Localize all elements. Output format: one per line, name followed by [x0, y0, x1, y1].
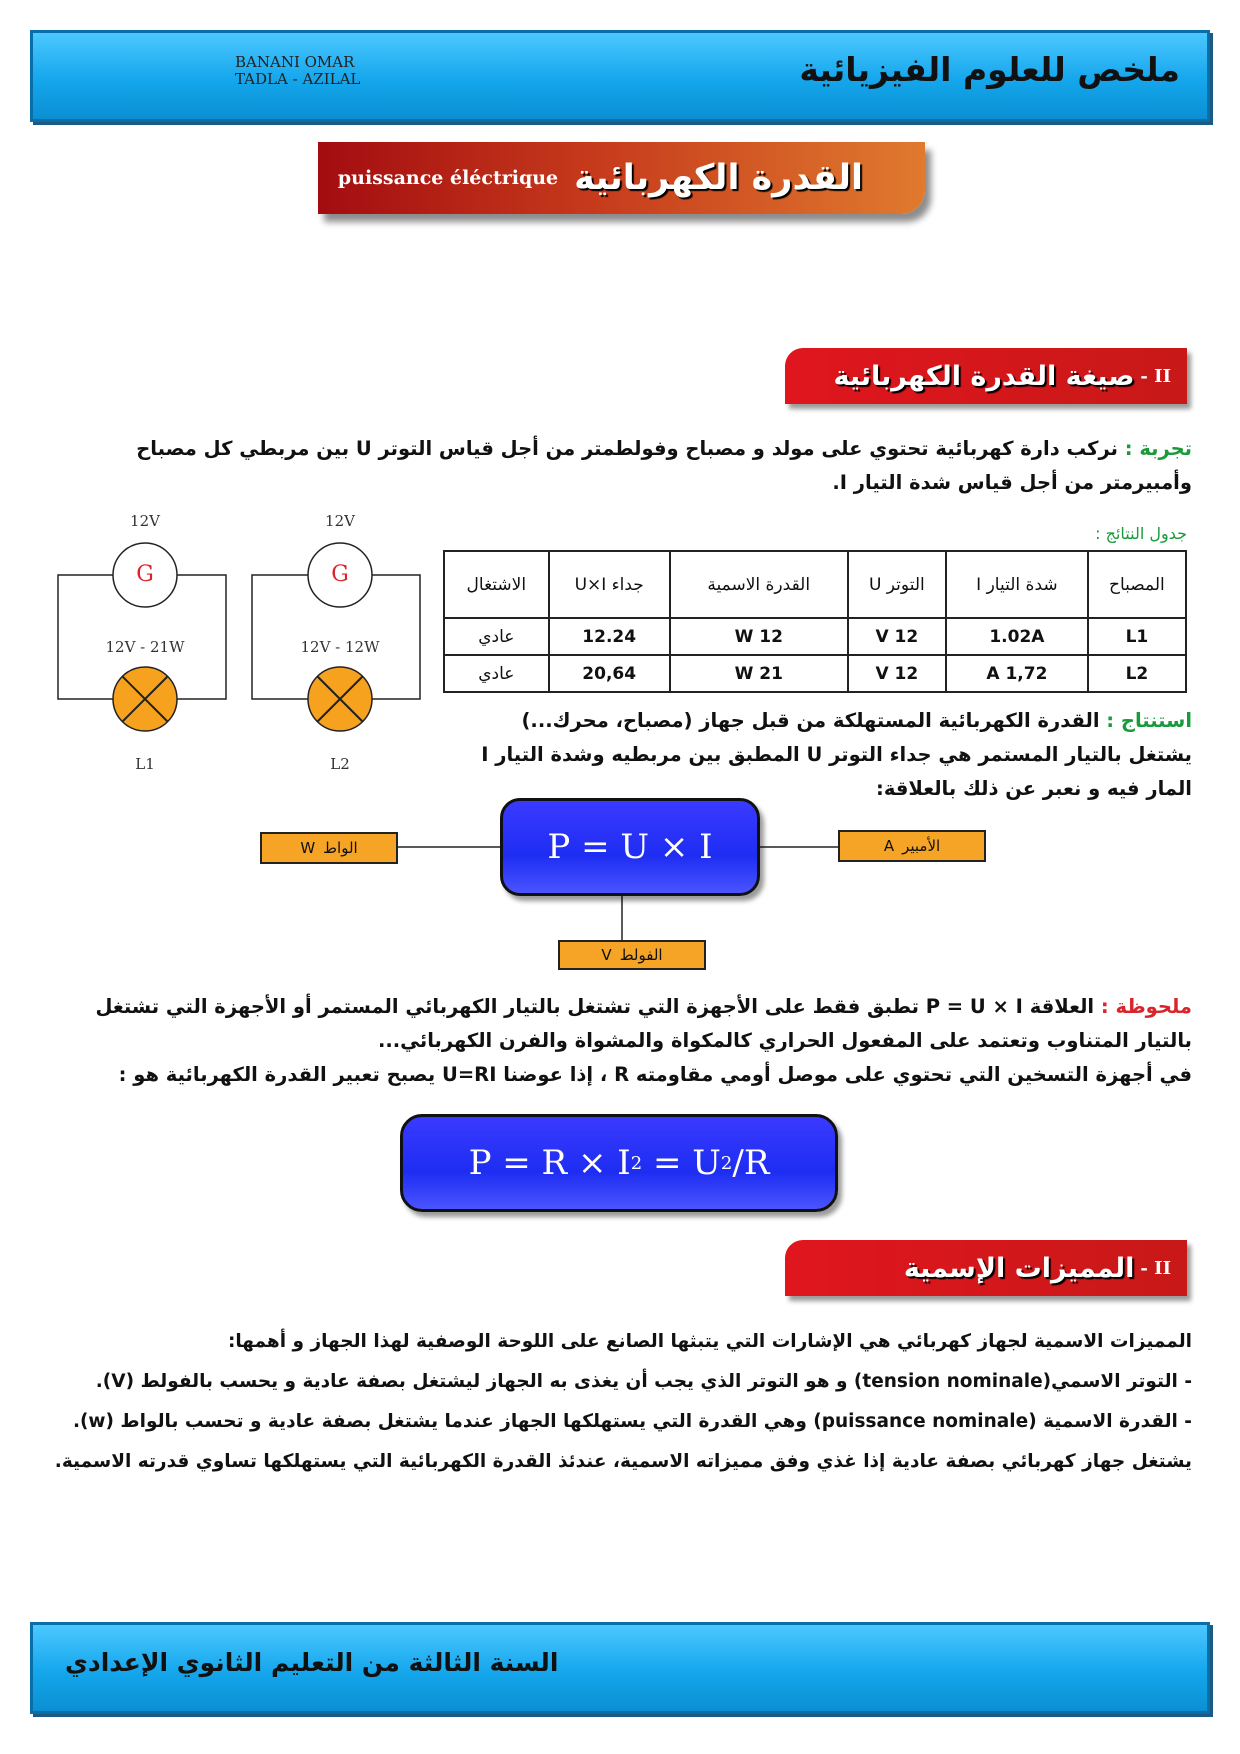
characteristics-line4: يشتغل جهاز كهربائي بصفة عادية إذا غذي وفق مميزاته الاسمية، عندئذ القدرة الكهربائية التي يستهلكها تساوي قدرته الاسمية.	[54, 1451, 1192, 1472]
volt-label: الفولط	[619, 946, 663, 964]
table-header-cell: التوتر U	[848, 551, 946, 618]
table-row	[444, 655, 1186, 692]
circuit2-generator-label: G	[331, 562, 349, 587]
circuit1-voltage: 12V	[130, 512, 160, 530]
table-header-cell: الاشتغال	[444, 551, 549, 618]
characteristics-line2: - التوتر الاسمي(tension nominale) و هو التوتر الذي يجب أن يغذى به الجهاز ليشتغل بصفة عادية و يحسب بالفولط (V).	[95, 1371, 1192, 1392]
note-paragraph	[42, 990, 1192, 1092]
circuit2-voltage: 12V	[325, 512, 355, 530]
table-header-cell: جداء U×I	[549, 551, 670, 618]
table-header-cell: المصباح	[1088, 551, 1186, 618]
author-block	[235, 54, 360, 88]
table-cell: عادي	[444, 655, 549, 692]
circuit1-rating: 12V - 21W	[105, 638, 185, 656]
characteristics-paragraph	[42, 1322, 1192, 1482]
table-header-cell: شدة التيار I	[946, 551, 1088, 618]
table-cell: 1.02A	[946, 618, 1088, 655]
circuit1-lamp-label: L1	[135, 755, 155, 773]
section-number: - II	[1140, 365, 1171, 387]
circuit2-lamp-label: L2	[330, 755, 350, 773]
watt-unit: W	[300, 839, 316, 857]
conclusion-label: استنتاج :	[1106, 709, 1192, 732]
formula2-part2: = U	[642, 1143, 721, 1183]
table-cell: 20,64	[549, 655, 670, 692]
author-name: BANANI OMAR	[235, 53, 355, 71]
volt-unit: V	[601, 946, 612, 964]
watt-tag	[260, 832, 398, 864]
section-heading-nominal	[785, 1240, 1187, 1296]
section-title: صيغة القدرة الكهربائية	[833, 360, 1135, 392]
lesson-title-ar: القدرة الكهربائية	[574, 158, 863, 198]
conclusion-line2: يشتغل بالتيار المستمر هي جداء التوتر U المطبق بين مربطيه وشدة التيار I	[481, 743, 1192, 766]
note-line1: العلاقة P = U × I تطبق فقط على الأجهزة التي تشتغل بالتيار الكهربائي المستمر أو الأجهزة التي تشتغل	[95, 995, 1095, 1018]
circuit1-generator-label: G	[136, 562, 154, 587]
table-cell: 1,72 A	[946, 655, 1088, 692]
formula2-exponent1: 2	[630, 1152, 643, 1174]
table-cell: 12 W	[670, 618, 848, 655]
characteristics-line3: - القدرة الاسمية (puissance nominale) وهي القدرة التي يستهلكها الجهاز عندما يشتغل بصفة عادية و تحسب بالواط (w).	[72, 1411, 1192, 1432]
table-cell: 12.24	[549, 618, 670, 655]
table-cell: L1	[1088, 618, 1186, 655]
experiment-label: تجربة :	[1124, 437, 1192, 460]
table-header-cell: القدرة الاسمية	[670, 551, 848, 618]
power-formula-resistive	[400, 1114, 838, 1212]
circuit2-rating: 12V - 12W	[300, 638, 380, 656]
table-cell: L2	[1088, 655, 1186, 692]
table-cell: 21 W	[670, 655, 848, 692]
footer-text: السنة الثالثة من التعليم الثانوي الإعدادي	[65, 1648, 559, 1677]
note-label: ملحوظة :	[1100, 995, 1192, 1018]
lesson-banner	[318, 142, 925, 214]
author-location: TADLA - AZILAL	[235, 70, 361, 88]
conclusion-line1: القدرة الكهربائية المستهلكة من قبل جهاز (مصباح، محرك...)	[521, 709, 1100, 732]
formula2-exponent2: 2	[720, 1152, 733, 1174]
watt-label: الواط	[323, 839, 358, 857]
table-cell: عادي	[444, 618, 549, 655]
table-cell: 12 V	[848, 655, 946, 692]
formula2-part3: /R	[732, 1143, 770, 1183]
ampere-unit: A	[883, 837, 895, 855]
page-title: ملخص للعلوم الفيزيائية	[799, 50, 1180, 89]
table-cell: 12 V	[848, 618, 946, 655]
experiment-line1: نركب دارة كهربائية تحتوي على مولد و مصباح وفولطمتر من أجل قياس التوتر U بين مربطي كل مصباح	[136, 437, 1118, 460]
power-formula-basic: P = U × I	[500, 798, 760, 896]
section-title: المميزات الإسمية	[903, 1252, 1135, 1284]
section-number: - II	[1140, 1257, 1171, 1279]
experiment-line2: وأمبيرمتر من أجل قياس شدة التيار I.	[832, 471, 1192, 494]
lesson-title-fr: puissance éléctrique	[337, 167, 559, 189]
ampere-tag	[838, 830, 986, 862]
table-header-row	[444, 551, 1186, 618]
formula2-part1: P = R × I	[468, 1143, 631, 1183]
note-line2: بالتيار المتناوب وتعتمد على المفعول الحراري كالمكواة والمشواة والفرن الكهربائي...	[377, 1029, 1192, 1052]
experiment-paragraph	[92, 432, 1192, 500]
characteristics-line1: المميزات الاسمية لجهاز كهربائي هي الإشارات التي يتبثها الصانع على اللوحة الوصفية لهذا الجهاز و أهمها:	[227, 1331, 1192, 1352]
results-table	[443, 550, 1187, 693]
ampere-label: الأمبير	[902, 837, 941, 855]
table-caption: جدول النتائج :	[1095, 524, 1187, 543]
note-line3: في أجهزة التسخين التي تحتوي على موصل أومي مقاومته R ، إذا عوضنا U=RI يصبح تعبير القدرة الكهربائية هو :	[118, 1063, 1192, 1086]
section-heading-formula	[785, 348, 1187, 404]
table-row	[444, 618, 1186, 655]
conclusion-line3: المار فيه و نعبر عن ذلك بالعلاقة:	[876, 777, 1192, 800]
volt-tag	[558, 940, 706, 970]
